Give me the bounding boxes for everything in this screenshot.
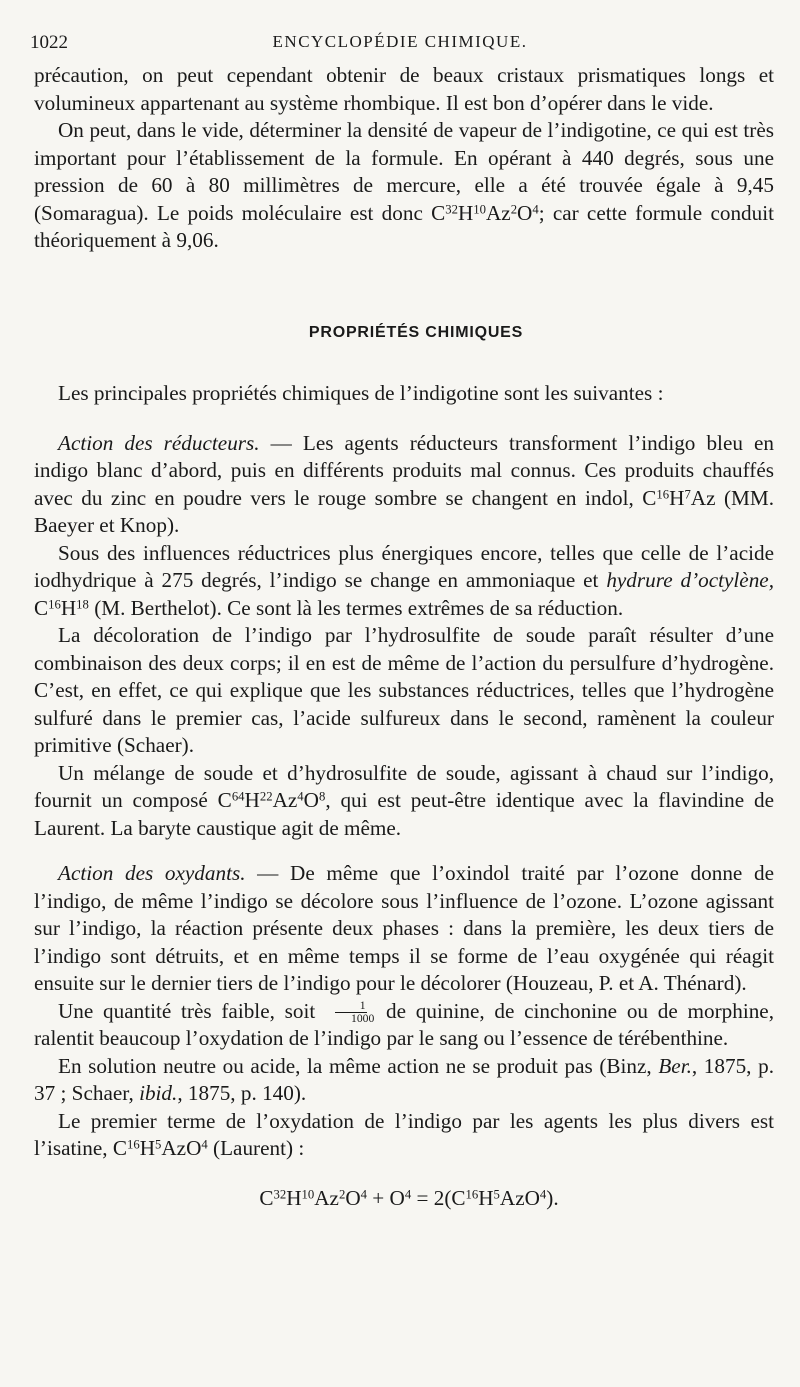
chemical-equation: $C^{32}H^{10}Az^2O^4 + O^4 = 2(C^{16}H^5AzO^4)$.	[259, 1185, 559, 1210]
paragraph-decoloration: La décoloration de l’indigo par l’hydrosulfite de soude paraît résulter d’une combinaison des deux corps; il en est de même de l’action du persulfure d’hydrogène. C’est, en effet, ce qui explique que les substances réductrices, telles que l’hydrogène sulfuré dans le premier cas, l’acide sulfureux dans le second, ramènent la couleur primitive (Schaer).	[34, 623, 774, 757]
paragraph-soda-mixture: Un mélange de soude et d’hydrosulfite de soude, agissant à chaud sur l’indigo, fournit un composé $C^{64}H^{22}Az^4O^8$, qui est peut-être identique avec la flavindine de Laurent. La baryte caustique agit de même.	[34, 760, 774, 840]
paragraph-neutral-solution: En solution neutre ou acide, la même action ne se produit pas (Binz, Ber., 1875, p. 37 ; Schaer, ibid., 1875, p. 140).	[34, 1053, 774, 1106]
running-header	[0, 0, 800, 60]
fraction: $\frac{1}{1000}$	[327, 1000, 374, 1025]
paragraph-vapor-density: On peut, dans le vide, déterminer la densité de vapeur de l’indigotine, ce qui est très important pour l’établissement de la formule. En opérant à 440 degrés, sous une pression de 60 à 80 millimètres de mercure, elle a été trouvée égale à 9,45 (Somaragua). Le poids moléculaire est donc $C^{32}H^{10}Az^2O^4$; car cette formule conduit théoriquement à 9,06.	[34, 118, 774, 252]
paragraph-quinine: Une quantité très faible, soit $\frac{1}{1000}$ de quinine, de cinchonine ou de morphine, ralentit beaucoup l’oxydation de l’indigo par le sang ou l’essence de térébenthine.	[34, 998, 774, 1051]
subheading-oxidants: Action des oxydants.	[58, 861, 246, 885]
page-number: 1022	[30, 32, 68, 53]
paragraph-reduction-strong: Sous des influences réductrices plus énergiques encore, telles que celle de l’acide iodhydrique à 275 degrés, l’indigo se change en ammoniaque et hydrure d’octylène, $C^{16}H^{18}$ (M. Berthelot). Ce sont là les termes extrêmes de sa réduction.	[34, 540, 774, 620]
paragraph-reducers: Action des réducteurs. — Les agents réducteurs transforment l’indigo bleu en indigo blanc d’abord, puis en différents produits mal connus. Ces produits chauffés avec du zinc en poudre vers le rouge sombre se changent en indol, $C^{16}H^7Az$ (MM. Baeyer et Knop).	[34, 430, 774, 537]
paragraph-oxidants: Action des oxydants. — De même que l’oxindol traité par l’ozone donne de l’indigo, de même l’indigo se décolore sous l’influence de l’ozone. L’ozone agissant sur l’indigo, la réaction présente deux phases : dans la première, les deux tiers de l’indigo sont détruits, et en même temps il se forme de l’eau oxygénée qui réagit ensuite sur le dernier tiers de l’indigo pour le décolorer (Houzeau, P. et A. Thénard).	[34, 861, 774, 995]
paragraph-intro: Les principales propriétés chimiques de l’indigotine sont les suivantes :	[58, 381, 664, 405]
subheading-reducers: Action des réducteurs.	[58, 430, 260, 455]
section-title: PROPRIÉTÉS CHIMIQUES	[308, 323, 524, 341]
body-text	[34, 62, 774, 1212]
paragraph-isatin: Le premier terme de l’oxydation de l’indigo par les agents les plus divers est l’isatine, $C^{16}H^5AzO^4$ (Laurent) :	[34, 1108, 774, 1161]
paragraph-continuation: précaution, on peut cependant obtenir de beaux cristaux prismatiques longs et volumineux appartenant au système rhombique. Il est bon d’opérer dans le vide.	[34, 63, 774, 115]
running-title: ENCYCLOPÉDIE CHIMIQUE.	[272, 32, 528, 51]
